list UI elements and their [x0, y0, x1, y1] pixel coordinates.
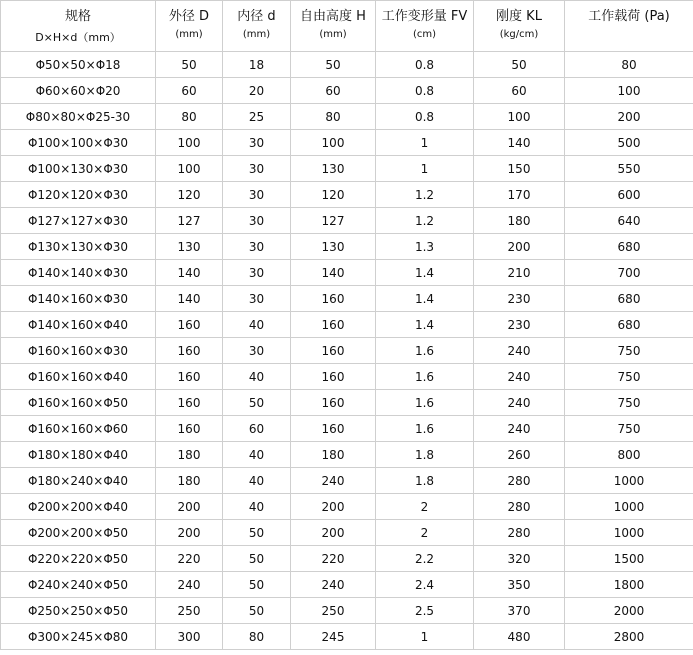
- deformation-cell: 1.4: [376, 286, 474, 312]
- working-load-cell: 1000: [565, 494, 693, 520]
- deformation-cell: 0.8: [376, 104, 474, 130]
- table-row: [1, 338, 693, 364]
- header-free-height: 自由高度 H: [291, 1, 376, 28]
- header-working-load-unit: [565, 27, 693, 52]
- spec-cell: Φ140×140×Φ30: [1, 260, 156, 286]
- table-row: [1, 416, 693, 442]
- table-row: [1, 390, 693, 416]
- working-load-cell: 750: [565, 364, 693, 390]
- outer-diameter-cell: 160: [156, 390, 223, 416]
- working-load-cell: 2000: [565, 598, 693, 624]
- stiffness-cell: 140: [474, 130, 565, 156]
- working-load-cell: 1500: [565, 546, 693, 572]
- header-outer-diameter-unit: (mm): [156, 27, 223, 52]
- free-height-cell: 200: [291, 520, 376, 546]
- deformation-cell: 1: [376, 624, 474, 650]
- spec-cell: Φ160×160×Φ30: [1, 338, 156, 364]
- outer-diameter-cell: 60: [156, 78, 223, 104]
- outer-diameter-cell: 180: [156, 442, 223, 468]
- header-deformation: 工作变形量 FV: [376, 1, 474, 28]
- deformation-cell: 2.5: [376, 598, 474, 624]
- table-row: [1, 130, 693, 156]
- spec-cell: Φ80×80×Φ25-30: [1, 104, 156, 130]
- working-load-cell: 100: [565, 78, 693, 104]
- outer-diameter-cell: 140: [156, 260, 223, 286]
- deformation-cell: 2: [376, 494, 474, 520]
- deformation-cell: 1.6: [376, 390, 474, 416]
- deformation-cell: 1.6: [376, 416, 474, 442]
- spec-cell: Φ200×200×Φ50: [1, 520, 156, 546]
- header-unit-row: [1, 27, 693, 52]
- header-spec-unit: D×H×d（mm）: [1, 27, 156, 52]
- outer-diameter-cell: 80: [156, 104, 223, 130]
- deformation-cell: 2.2: [376, 546, 474, 572]
- deformation-cell: 2: [376, 520, 474, 546]
- table-row: [1, 442, 693, 468]
- outer-diameter-cell: 120: [156, 182, 223, 208]
- working-load-cell: 700: [565, 260, 693, 286]
- inner-diameter-cell: 50: [223, 572, 291, 598]
- deformation-cell: 1.3: [376, 234, 474, 260]
- header-working-load: 工作载荷 (Pa): [565, 1, 693, 28]
- stiffness-cell: 240: [474, 338, 565, 364]
- inner-diameter-cell: 80: [223, 624, 291, 650]
- deformation-cell: 0.8: [376, 78, 474, 104]
- table-row: [1, 104, 693, 130]
- working-load-cell: 680: [565, 312, 693, 338]
- spec-cell: Φ140×160×Φ30: [1, 286, 156, 312]
- stiffness-cell: 100: [474, 104, 565, 130]
- spec-cell: Φ160×160×Φ40: [1, 364, 156, 390]
- spec-cell: Φ160×160×Φ60: [1, 416, 156, 442]
- free-height-cell: 240: [291, 468, 376, 494]
- outer-diameter-cell: 160: [156, 312, 223, 338]
- free-height-cell: 240: [291, 572, 376, 598]
- working-load-cell: 680: [565, 286, 693, 312]
- stiffness-cell: 230: [474, 312, 565, 338]
- working-load-cell: 750: [565, 390, 693, 416]
- outer-diameter-cell: 160: [156, 364, 223, 390]
- deformation-cell: 1.2: [376, 182, 474, 208]
- table-row: [1, 624, 693, 650]
- outer-diameter-cell: 160: [156, 416, 223, 442]
- stiffness-cell: 280: [474, 520, 565, 546]
- header-row: [1, 1, 693, 28]
- inner-diameter-cell: 25: [223, 104, 291, 130]
- spec-cell: Φ100×130×Φ30: [1, 156, 156, 182]
- table-row: [1, 78, 693, 104]
- outer-diameter-cell: 200: [156, 494, 223, 520]
- table-row: [1, 546, 693, 572]
- header-inner-diameter-unit: (mm): [223, 27, 291, 52]
- free-height-cell: 50: [291, 52, 376, 78]
- free-height-cell: 160: [291, 390, 376, 416]
- working-load-cell: 200: [565, 104, 693, 130]
- inner-diameter-cell: 30: [223, 286, 291, 312]
- header-outer-diameter: 外径 D: [156, 1, 223, 28]
- outer-diameter-cell: 100: [156, 156, 223, 182]
- free-height-cell: 180: [291, 442, 376, 468]
- table-row: [1, 234, 693, 260]
- outer-diameter-cell: 127: [156, 208, 223, 234]
- free-height-cell: 220: [291, 546, 376, 572]
- stiffness-cell: 180: [474, 208, 565, 234]
- outer-diameter-cell: 300: [156, 624, 223, 650]
- spec-cell: Φ140×160×Φ40: [1, 312, 156, 338]
- stiffness-cell: 260: [474, 442, 565, 468]
- stiffness-cell: 370: [474, 598, 565, 624]
- spec-cell: Φ200×200×Φ40: [1, 494, 156, 520]
- outer-diameter-cell: 140: [156, 286, 223, 312]
- spec-cell: Φ220×220×Φ50: [1, 546, 156, 572]
- spec-cell: Φ300×245×Φ80: [1, 624, 156, 650]
- outer-diameter-cell: 160: [156, 338, 223, 364]
- stiffness-cell: 320: [474, 546, 565, 572]
- stiffness-cell: 60: [474, 78, 565, 104]
- inner-diameter-cell: 30: [223, 338, 291, 364]
- working-load-cell: 680: [565, 234, 693, 260]
- free-height-cell: 60: [291, 78, 376, 104]
- deformation-cell: 1.8: [376, 442, 474, 468]
- inner-diameter-cell: 60: [223, 416, 291, 442]
- inner-diameter-cell: 50: [223, 520, 291, 546]
- stiffness-cell: 480: [474, 624, 565, 650]
- header-spec: 规格: [1, 1, 156, 28]
- inner-diameter-cell: 30: [223, 156, 291, 182]
- working-load-cell: 550: [565, 156, 693, 182]
- deformation-cell: 1.4: [376, 312, 474, 338]
- inner-diameter-cell: 30: [223, 182, 291, 208]
- inner-diameter-cell: 50: [223, 598, 291, 624]
- spec-cell: Φ60×60×Φ20: [1, 78, 156, 104]
- table-row: [1, 494, 693, 520]
- table-row: [1, 208, 693, 234]
- outer-diameter-cell: 240: [156, 572, 223, 598]
- working-load-cell: 2800: [565, 624, 693, 650]
- deformation-cell: 1: [376, 130, 474, 156]
- free-height-cell: 160: [291, 364, 376, 390]
- deformation-cell: 0.8: [376, 52, 474, 78]
- working-load-cell: 800: [565, 442, 693, 468]
- free-height-cell: 160: [291, 338, 376, 364]
- spec-cell: Φ160×160×Φ50: [1, 390, 156, 416]
- free-height-cell: 160: [291, 416, 376, 442]
- stiffness-cell: 240: [474, 390, 565, 416]
- spec-cell: Φ250×250×Φ50: [1, 598, 156, 624]
- outer-diameter-cell: 50: [156, 52, 223, 78]
- table-row: [1, 260, 693, 286]
- spec-cell: Φ120×120×Φ30: [1, 182, 156, 208]
- inner-diameter-cell: 20: [223, 78, 291, 104]
- free-height-cell: 200: [291, 494, 376, 520]
- inner-diameter-cell: 50: [223, 546, 291, 572]
- stiffness-cell: 240: [474, 364, 565, 390]
- table-row: [1, 364, 693, 390]
- stiffness-cell: 200: [474, 234, 565, 260]
- table-row: [1, 598, 693, 624]
- free-height-cell: 140: [291, 260, 376, 286]
- header-free-height-unit: (mm): [291, 27, 376, 52]
- stiffness-cell: 170: [474, 182, 565, 208]
- free-height-cell: 100: [291, 130, 376, 156]
- outer-diameter-cell: 250: [156, 598, 223, 624]
- deformation-cell: 1: [376, 156, 474, 182]
- spec-cell: Φ180×240×Φ40: [1, 468, 156, 494]
- working-load-cell: 1000: [565, 520, 693, 546]
- working-load-cell: 750: [565, 416, 693, 442]
- outer-diameter-cell: 220: [156, 546, 223, 572]
- outer-diameter-cell: 130: [156, 234, 223, 260]
- header-stiffness: 刚度 KL: [474, 1, 565, 28]
- inner-diameter-cell: 40: [223, 494, 291, 520]
- spec-cell: Φ240×240×Φ50: [1, 572, 156, 598]
- spec-cell: Φ100×100×Φ30: [1, 130, 156, 156]
- deformation-cell: 1.4: [376, 260, 474, 286]
- deformation-cell: 1.6: [376, 364, 474, 390]
- stiffness-cell: 210: [474, 260, 565, 286]
- outer-diameter-cell: 100: [156, 130, 223, 156]
- header-deformation-unit: (cm): [376, 27, 474, 52]
- stiffness-cell: 280: [474, 494, 565, 520]
- stiffness-cell: 230: [474, 286, 565, 312]
- inner-diameter-cell: 40: [223, 442, 291, 468]
- free-height-cell: 245: [291, 624, 376, 650]
- inner-diameter-cell: 18: [223, 52, 291, 78]
- deformation-cell: 2.4: [376, 572, 474, 598]
- spec-cell: Φ127×127×Φ30: [1, 208, 156, 234]
- spec-cell: Φ50×50×Φ18: [1, 52, 156, 78]
- stiffness-cell: 350: [474, 572, 565, 598]
- free-height-cell: 127: [291, 208, 376, 234]
- inner-diameter-cell: 30: [223, 234, 291, 260]
- stiffness-cell: 50: [474, 52, 565, 78]
- inner-diameter-cell: 30: [223, 208, 291, 234]
- spec-cell: Φ130×130×Φ30: [1, 234, 156, 260]
- inner-diameter-cell: 40: [223, 312, 291, 338]
- deformation-cell: 1.6: [376, 338, 474, 364]
- table-row: [1, 312, 693, 338]
- table-row: [1, 520, 693, 546]
- inner-diameter-cell: 50: [223, 390, 291, 416]
- inner-diameter-cell: 40: [223, 364, 291, 390]
- inner-diameter-cell: 30: [223, 260, 291, 286]
- free-height-cell: 130: [291, 156, 376, 182]
- working-load-cell: 640: [565, 208, 693, 234]
- working-load-cell: 1800: [565, 572, 693, 598]
- working-load-cell: 600: [565, 182, 693, 208]
- inner-diameter-cell: 40: [223, 468, 291, 494]
- header-inner-diameter: 内径 d: [223, 1, 291, 28]
- free-height-cell: 160: [291, 312, 376, 338]
- outer-diameter-cell: 200: [156, 520, 223, 546]
- free-height-cell: 80: [291, 104, 376, 130]
- stiffness-cell: 150: [474, 156, 565, 182]
- table-row: [1, 182, 693, 208]
- deformation-cell: 1.2: [376, 208, 474, 234]
- stiffness-cell: 280: [474, 468, 565, 494]
- header-stiffness-unit: (kg/cm): [474, 27, 565, 52]
- spec-cell: Φ180×180×Φ40: [1, 442, 156, 468]
- working-load-cell: 500: [565, 130, 693, 156]
- inner-diameter-cell: 30: [223, 130, 291, 156]
- outer-diameter-cell: 180: [156, 468, 223, 494]
- table-row: [1, 286, 693, 312]
- free-height-cell: 130: [291, 234, 376, 260]
- table-row: [1, 52, 693, 78]
- free-height-cell: 250: [291, 598, 376, 624]
- table-row: [1, 156, 693, 182]
- free-height-cell: 160: [291, 286, 376, 312]
- working-load-cell: 80: [565, 52, 693, 78]
- working-load-cell: 1000: [565, 468, 693, 494]
- table-row: [1, 572, 693, 598]
- stiffness-cell: 240: [474, 416, 565, 442]
- working-load-cell: 750: [565, 338, 693, 364]
- table-row: [1, 468, 693, 494]
- deformation-cell: 1.8: [376, 468, 474, 494]
- free-height-cell: 120: [291, 182, 376, 208]
